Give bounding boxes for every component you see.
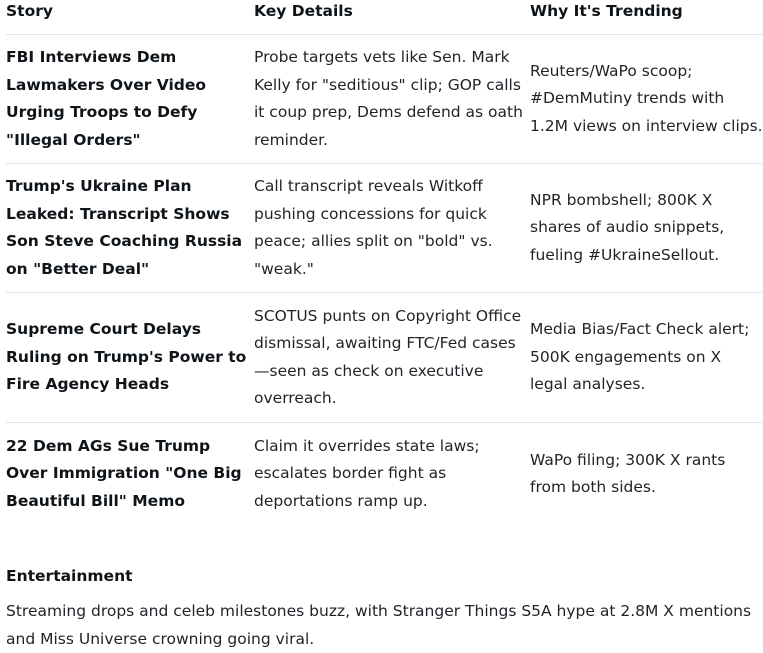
- story-cell: Trump's Ukraine Plan Leaked: Transcript Shows Son Steve Coaching Russia on "Better Deal": [6, 177, 243, 278]
- table-row: [6, 35, 763, 164]
- header-why-trending: Why It's Trending: [530, 2, 683, 20]
- details-cell: Call transcript reveals Witkoff pushing concessions for quick peace; allies split on "bold" vs. "weak.": [254, 177, 493, 278]
- details-cell: Probe targets vets like Sen. Mark Kelly for "seditious" clip; GOP calls it coup prep, Dems defend as oath reminder.: [254, 48, 523, 149]
- story-cell: Supreme Court Delays Ruling on Trump's Power to Fire Agency Heads: [6, 320, 247, 394]
- table-row: [6, 423, 763, 525]
- trending-cell: WaPo filing; 300K X rants from both sides.: [530, 450, 726, 496]
- trending-cell: Media Bias/Fact Check alert; 500K engagements on X legal analyses.: [530, 320, 750, 394]
- story-cell: 22 Dem AGs Sue Trump Over Immigration "One Big Beautiful Bill" Memo: [6, 436, 242, 510]
- details-cell: SCOTUS punts on Copyright Office dismissal, awaiting FTC/Fed cases—seen as check on executive overreach.: [254, 306, 522, 407]
- trending-cell: NPR bombshell; 800K X shares of audio snippets, fueling #UkraineSellout.: [530, 190, 725, 264]
- section-heading-entertainment: Entertainment: [6, 567, 133, 585]
- table-row: [6, 293, 763, 423]
- header-story: Story: [6, 2, 53, 20]
- details-cell: Claim it overrides state laws; escalates border fight as deportations ramp up.: [254, 436, 480, 510]
- table-header-row: [6, 0, 763, 35]
- section-paragraph: Streaming drops and celeb milestones buzz, with Stranger Things S5A hype at 2.8M X mentions and Miss Universe crowning going viral.: [6, 602, 752, 648]
- story-cell: FBI Interviews Dem Lawmakers Over Video Urging Troops to Defy "Illegal Orders": [6, 48, 207, 149]
- header-key-details: Key Details: [254, 2, 353, 20]
- trending-stories-table: [6, 0, 763, 525]
- trending-cell: Reuters/WaPo scoop; #DemMutiny trends with 1.2M views on interview clips.: [530, 61, 763, 135]
- table-row: [6, 164, 763, 293]
